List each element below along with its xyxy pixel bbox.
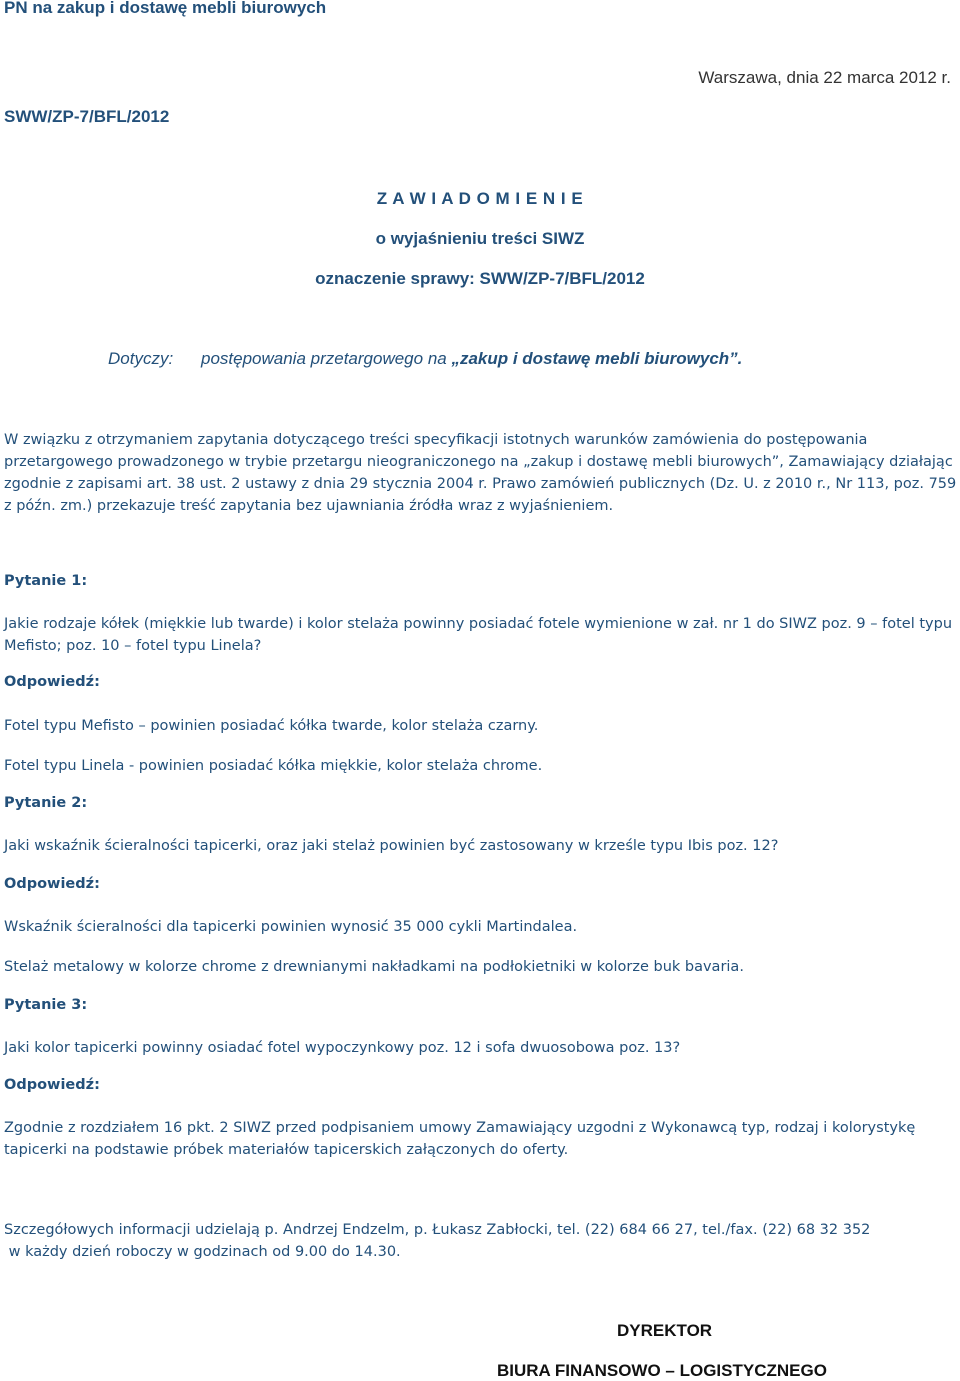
signature-title: DYREKTOR bbox=[617, 1321, 713, 1340]
date-line: Warszawa, dnia 22 marca 2012 r. bbox=[698, 68, 951, 87]
document-title: PN na zakup i dostawę mebli biurowych bbox=[4, 0, 327, 17]
intro-paragraph: W związku z otrzymaniem zapytania dotyczącego treści specyfikacji istotnych warunków zamówienia do postępowania przetargowego prowadzonego w trybie przetargu nieograniczonego na „zakup i dostawę mebli biurowych”, Zamawiający działając zgodnie z zapisami art. 38 ust. 2 ustawy z dnia 29 stycznia 2004 r. Prawo zamówień publicznych (Dz. U. z 2010 r., Nr 113, poz. 759 z późn. zm.) przekazuje treść zapytania bez ujawniania źródła wraz z wyjaśnieniem. bbox=[4, 432, 957, 514]
concerns-label: Dotyczy: bbox=[108, 349, 174, 368]
concerns-text bbox=[201, 349, 742, 369]
answer-2-line-1: Wskaźnik ścieralności dla tapicerki powinien wynosić 35 000 cykli Martindalea. bbox=[4, 919, 578, 935]
concerns-text-bold: „zakup i dostawę mebli biurowych”. bbox=[451, 349, 743, 368]
reference-number: SWW/ZP-7/BFL/2012 bbox=[4, 107, 170, 126]
notice-subheading: o wyjaśnieniu treści SIWZ bbox=[375, 229, 585, 248]
question-1-label: Pytanie 1: bbox=[4, 573, 88, 589]
question-2-text: Jaki wskaźnik ścieralności tapicerki, oraz jaki stelaż powinien być zastosowany w krześle typu Ibis poz. 12? bbox=[4, 838, 779, 854]
answer-2-line-2: Stelaż metalowy w kolorze chrome z drewnianymi nakładkami na podłokietniki w kolorze buk bavaria. bbox=[4, 959, 744, 975]
answer-1-line-2: Fotel typu Linela - powinien posiadać kółka miękkie, kolor stelaża chrome. bbox=[4, 758, 543, 774]
contact-line-1: Szczegółowych informacji udzielają p. Andrzej Endzelm, p. Łukasz Zabłocki, tel. (22) 684 66 27, tel./fax. (22) 68 32 352 bbox=[4, 1222, 871, 1238]
contact-line-2: w każdy dzień roboczy w godzinach od 9.00 do 14.30. bbox=[4, 1244, 401, 1260]
case-label: oznaczenie sprawy: SWW/ZP-7/BFL/2012 bbox=[315, 269, 645, 288]
answer-3-label: Odpowiedź: bbox=[4, 1077, 100, 1093]
answer-2-label: Odpowiedź: bbox=[4, 876, 100, 892]
answer-3-text: Zgodnie z rozdziałem 16 pkt. 2 SIWZ przed podpisaniem umowy Zamawiający uzgodni z Wykonawcą typ, rodzaj i kolorystykę tapicerki na podstawie próbek materiałów tapicerskich załączonych do oferty. bbox=[4, 1120, 916, 1158]
answer-1-label: Odpowiedź: bbox=[4, 674, 100, 690]
signature-department: BIURA FINANSOWO – LOGISTYCZNEGO bbox=[497, 1361, 827, 1380]
concerns-text-prefix: postępowania przetargowego na bbox=[201, 349, 452, 368]
notice-heading: Z A W I A D O M I E N I E bbox=[376, 189, 584, 208]
question-1-text: Jakie rodzaje kółek (miękkie lub twarde) i kolor stelaża powinny posiadać fotele wymienione w zał. nr 1 do SIWZ poz. 9 – fotel typu Mefisto; poz. 10 – fotel typu Linela? bbox=[4, 616, 953, 654]
answer-1-line-1: Fotel typu Mefisto – powinien posiadać kółka twarde, kolor stelaża czarny. bbox=[4, 718, 539, 734]
question-3-label: Pytanie 3: bbox=[4, 997, 88, 1013]
question-3-text: Jaki kolor tapicerki powinny osiadać fotel wypoczynkowy poz. 12 i sofa dwuosobowa poz. 13? bbox=[4, 1040, 681, 1056]
question-2-label: Pytanie 2: bbox=[4, 795, 88, 811]
